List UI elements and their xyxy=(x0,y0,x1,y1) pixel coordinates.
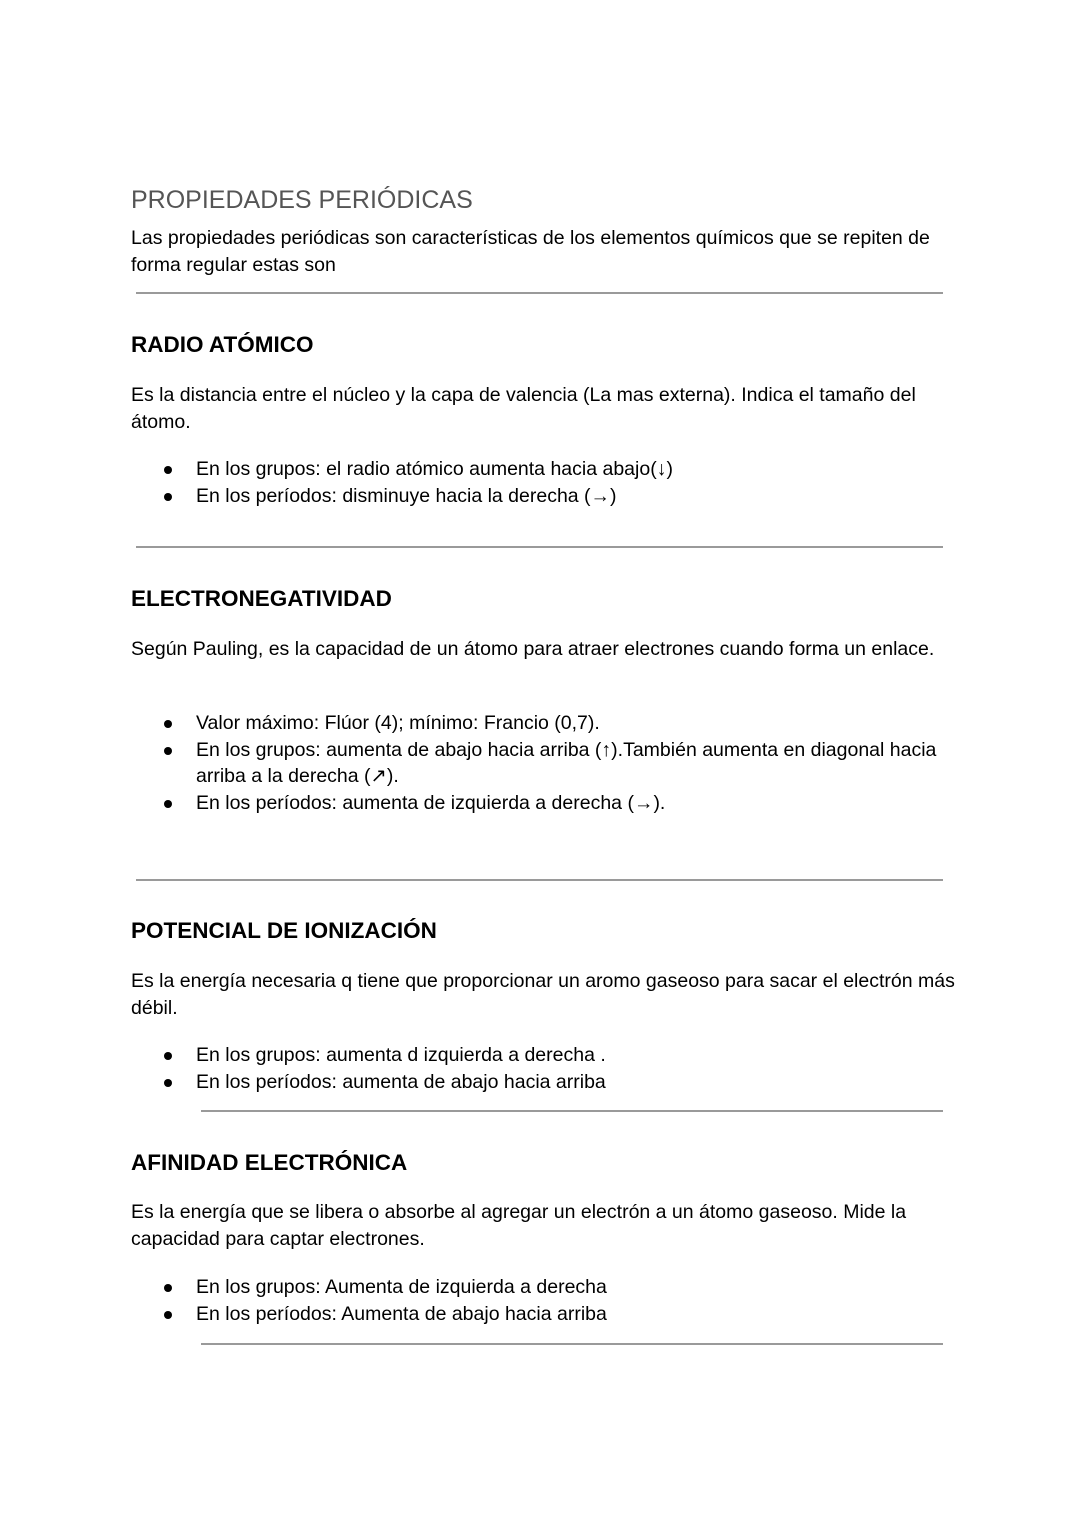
bullet-list-afinidad-electronica xyxy=(131,1274,971,1327)
list-item: En los grupos: aumenta de abajo hacia arriba (↑).También aumenta en diagonal hacia arriba a la derecha (↗). xyxy=(131,737,971,790)
bullet-icon xyxy=(164,466,172,474)
bullet-list-radio-atomico xyxy=(131,456,971,509)
list-item: Valor máximo: Flúor (4); mínimo: Francio (0,7). xyxy=(131,710,971,737)
bullet-icon xyxy=(164,1311,172,1319)
divider xyxy=(136,546,943,548)
divider xyxy=(201,1110,943,1112)
bullet-icon xyxy=(164,747,172,755)
section-heading-radio-atomico: RADIO ATÓMICO xyxy=(131,332,314,357)
list-item: En los períodos: aumenta de abajo hacia arriba xyxy=(131,1069,971,1096)
intro-paragraph: Las propiedades periódicas son características de los elementos químicos que se repiten de forma regular estas son xyxy=(131,227,930,276)
list-item: En los períodos: aumenta de izquierda a derecha (→). xyxy=(131,790,971,817)
section-text-afinidad-electronica: Es la energía que se libera o absorbe al agregar un electrón a un átomo gaseoso. Mide la capacidad para captar electrones. xyxy=(131,1201,907,1250)
section-text-electronegatividad: Según Pauling, es la capacidad de un átomo para atraer electrones cuando forma un enlace. xyxy=(131,638,935,660)
bullet-list-potencial-ionizacion xyxy=(131,1042,971,1095)
list-item: En los grupos: Aumenta de izquierda a derecha xyxy=(131,1274,971,1301)
list-item: En los grupos: el radio atómico aumenta hacia abajo(↓) xyxy=(131,456,971,483)
list-item: En los períodos: disminuye hacia la derecha (→) xyxy=(131,483,971,510)
bullet-icon xyxy=(164,1284,172,1292)
section-text-radio-atomico: Es la distancia entre el núcleo y la capa de valencia (La mas externa). Indica el tamaño del átomo. xyxy=(131,384,916,433)
bullet-icon xyxy=(164,1052,172,1060)
section-text-potencial-ionizacion: Es la energía necesaria q tiene que proporcionar un aromo gaseoso para sacar el electrón más débil. xyxy=(131,970,955,1019)
section-heading-electronegatividad: ELECTRONEGATIVIDAD xyxy=(131,586,392,611)
divider xyxy=(136,292,943,294)
list-item: En los períodos: Aumenta de abajo hacia arriba xyxy=(131,1301,971,1328)
list-item: En los grupos: aumenta d izquierda a derecha . xyxy=(131,1042,971,1069)
page-title: PROPIEDADES PERIÓDICAS xyxy=(131,186,473,214)
divider xyxy=(136,879,943,881)
section-heading-afinidad-electronica: AFINIDAD ELECTRÓNICA xyxy=(131,1150,408,1175)
divider xyxy=(201,1343,943,1345)
bullet-icon xyxy=(164,720,172,728)
section-heading-potencial-ionizacion: POTENCIAL DE IONIZACIÓN xyxy=(131,918,437,943)
bullet-icon xyxy=(164,800,172,808)
bullet-list-electronegatividad xyxy=(131,710,971,816)
bullet-icon xyxy=(164,493,172,501)
bullet-icon xyxy=(164,1079,172,1087)
